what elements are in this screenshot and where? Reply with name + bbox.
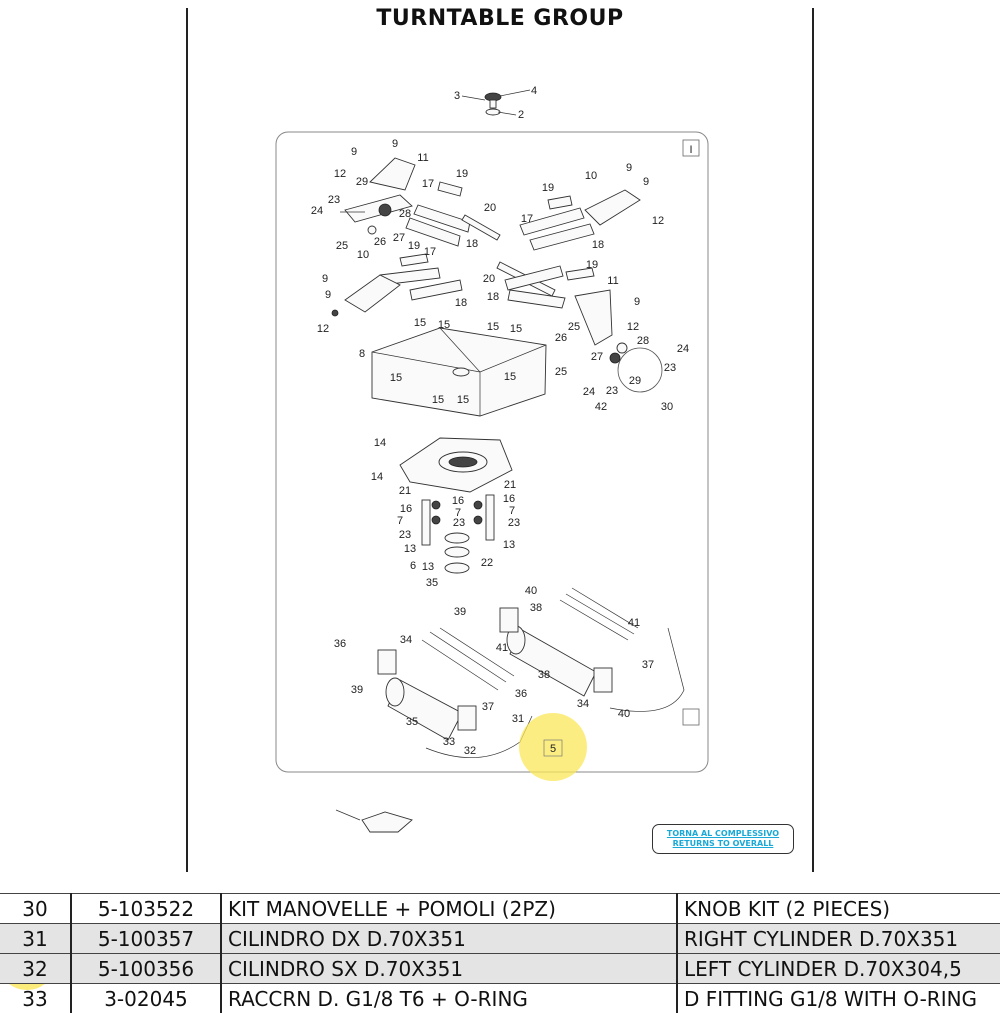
callout-13[interactable]: 13 [404,543,416,555]
callout-17[interactable]: 17 [521,213,533,225]
cell-code: 5-100357 [71,924,221,954]
callout-19[interactable]: 19 [542,182,554,194]
callout-13[interactable]: 13 [503,539,515,551]
callout-29[interactable]: 29 [629,375,641,387]
callout-34[interactable]: 34 [400,634,412,646]
cell-num: 30 [0,894,71,924]
cell-num: 32 [0,954,71,984]
cell-code: 5-103522 [71,894,221,924]
cell-en: D FITTING G1/8 WITH O-RING [677,984,1000,1013]
callout-15[interactable]: 15 [487,321,499,333]
callout-21[interactable]: 21 [399,485,411,497]
callout-24[interactable]: 24 [311,205,323,217]
callout-34[interactable]: 34 [577,698,589,710]
callout-40[interactable]: 40 [618,708,630,720]
callout-16[interactable]: 16 [452,495,464,507]
callout-15[interactable]: 15 [432,394,444,406]
right-cylinder [500,588,684,711]
cell-code: 5-100356 [71,954,221,984]
rotation-plate [400,438,512,492]
callout-20[interactable]: 20 [483,273,495,285]
callout-19[interactable]: 19 [456,168,468,180]
callout-25[interactable]: 25 [555,366,567,378]
callout-23[interactable]: 23 [664,362,676,374]
callout-15[interactable]: 15 [438,319,450,331]
cell-it: CILINDRO DX D.70X351 [221,924,677,954]
callout-15[interactable]: 15 [390,372,402,384]
parts-table [0,893,1000,1013]
callout-31[interactable]: 31 [512,713,524,725]
callout-35[interactable]: 35 [426,577,438,589]
view-label: I [689,144,692,156]
callout-24[interactable]: 24 [583,386,595,398]
callout-41[interactable]: 41 [496,642,508,654]
callout-25[interactable]: 25 [336,240,348,252]
table-row[interactable] [0,954,1000,984]
callout-14[interactable]: 14 [374,437,386,449]
callout-18[interactable]: 18 [466,238,478,250]
callout-7[interactable]: 7 [455,507,461,519]
callout-9[interactable]: 9 [392,138,398,150]
mid-left-bracket [332,275,400,316]
callout-20[interactable]: 20 [484,202,496,214]
callout-22[interactable]: 22 [481,557,493,569]
callout-23[interactable]: 23 [328,194,340,206]
callout-19[interactable]: 19 [586,259,598,271]
callout-4[interactable]: 4 [531,85,537,97]
callout-28[interactable]: 28 [637,335,649,347]
callout-17[interactable]: 17 [424,246,436,258]
callout-7[interactable]: 7 [397,515,403,527]
callout-12[interactable]: 12 [317,323,329,335]
callout-layer [311,85,689,757]
callout-18[interactable]: 18 [592,239,604,251]
callout-7[interactable]: 7 [509,505,515,517]
callout-38[interactable]: 38 [530,602,542,614]
callout-17[interactable]: 17 [422,178,434,190]
callout-23[interactable]: 23 [508,517,520,529]
callout-12[interactable]: 12 [627,321,639,333]
callout-14[interactable]: 14 [371,471,383,483]
callout-33[interactable]: 33 [443,736,455,748]
upper-left-bracket [340,158,415,234]
callout-32[interactable]: 32 [464,745,476,757]
callout-26[interactable]: 26 [555,332,567,344]
callout-11[interactable]: 11 [607,275,618,287]
callout-15[interactable]: 15 [510,323,522,335]
slide-rails-left [406,182,500,246]
page-title: TURNTABLE GROUP [186,6,814,31]
callout-9[interactable]: 9 [643,176,649,188]
callout-40[interactable]: 40 [525,585,537,597]
table-row[interactable] [0,924,1000,954]
callout-3[interactable]: 3 [454,90,460,102]
callout-10[interactable]: 10 [585,170,597,182]
callout-39[interactable]: 39 [454,606,466,618]
callout-21[interactable]: 21 [504,479,516,491]
return-label-en: RETURNS TO OVERALL [653,839,793,849]
callout-39[interactable]: 39 [351,684,363,696]
callout-35[interactable]: 35 [406,716,418,728]
callout-41[interactable]: 41 [628,617,640,629]
callout-16[interactable]: 16 [400,503,412,515]
cell-it: RACCRN D. G1/8 T6 + O-RING [221,984,677,1013]
callout-12[interactable]: 12 [652,215,664,227]
callout-18[interactable]: 18 [487,291,499,303]
table-row[interactable] [0,984,1000,1013]
cell-en: KNOB KIT (2 PIECES) [677,894,1000,924]
return-to-overall-button[interactable] [652,824,794,854]
callout-37[interactable]: 37 [642,659,654,671]
callout-26[interactable]: 26 [374,236,386,248]
callout-15[interactable]: 15 [457,394,469,406]
callout-27[interactable]: 27 [393,232,405,244]
callout-9[interactable]: 9 [351,146,357,158]
callout-18[interactable]: 18 [455,297,467,309]
callout-37[interactable]: 37 [482,701,494,713]
cell-code: 3-02045 [71,984,221,1013]
cell-num: 31 [0,924,71,954]
callout-13[interactable]: 13 [422,561,434,573]
return-label-it: TORNA AL COMPLESSIVO [653,829,793,839]
callout-12[interactable]: 12 [334,168,346,180]
fitting-part [336,810,412,832]
cell-en: LEFT CYLINDER D.70X304,5 [677,954,1000,984]
callout-15[interactable]: 15 [414,317,426,329]
callout-42[interactable]: 42 [595,401,607,413]
callout-6[interactable]: 6 [410,560,416,572]
cell-it: CILINDRO SX D.70X351 [221,954,677,984]
callout-24[interactable]: 24 [677,343,689,355]
callout-36[interactable]: 36 [515,688,527,700]
callout-11[interactable]: 11 [417,152,428,164]
callout-19[interactable]: 19 [408,240,420,252]
callout-29[interactable]: 29 [356,176,368,188]
callout-9[interactable]: 9 [634,296,640,308]
callout-36[interactable]: 36 [334,638,346,650]
cell-num: 33 [0,984,71,1013]
callout-23[interactable]: 23 [453,517,465,529]
callout-27[interactable]: 27 [591,351,603,363]
callout-23[interactable]: 23 [606,385,618,397]
callout-25[interactable]: 25 [568,321,580,333]
slide-rails-right [520,190,640,250]
callout-9[interactable]: 9 [322,273,328,285]
table-row[interactable] [0,894,1000,924]
callout-2[interactable]: 2 [518,109,524,121]
callout-30[interactable]: 30 [661,401,673,413]
callout-10[interactable]: 10 [357,249,369,261]
callout-9[interactable]: 9 [325,289,331,301]
callout-23[interactable]: 23 [399,529,411,541]
callout-9[interactable]: 9 [626,162,632,174]
callout-15[interactable]: 15 [504,371,516,383]
callout-5[interactable]: 5 [550,743,556,755]
cell-en: RIGHT CYLINDER D.70X351 [677,924,1000,954]
callout-8[interactable]: 8 [359,348,365,360]
callout-28[interactable]: 28 [399,208,411,220]
callout-38[interactable]: 38 [538,669,550,681]
cell-it: KIT MANOVELLE + POMOLI (2PZ) [221,894,677,924]
callout-16[interactable]: 16 [503,493,515,505]
